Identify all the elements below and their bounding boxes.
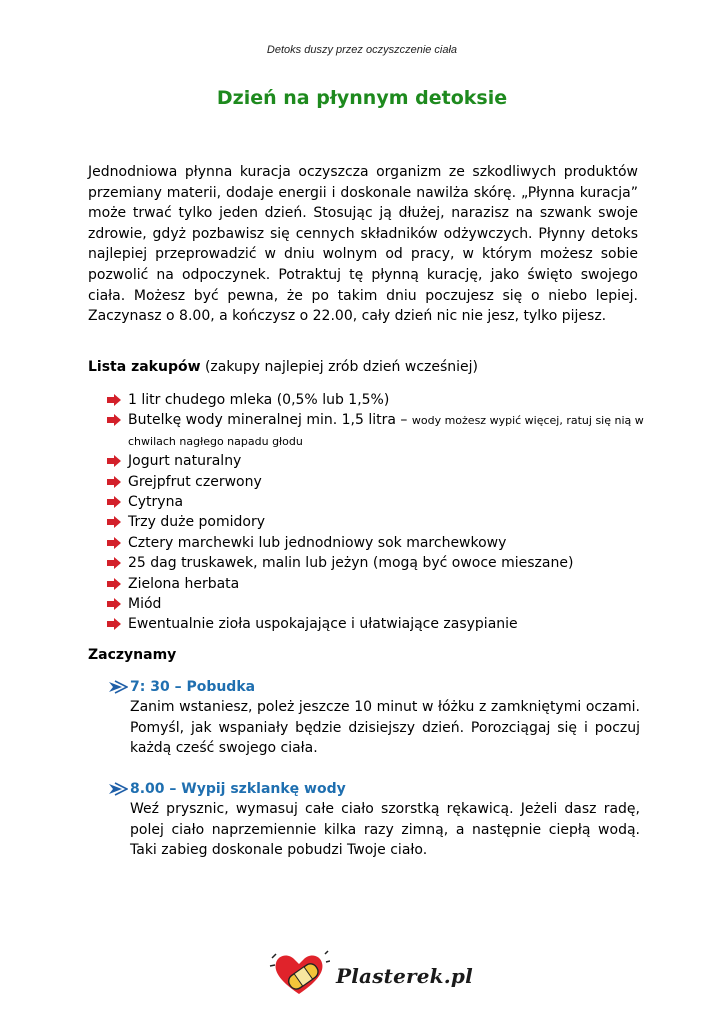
logo-text: Plasterek.pl [336, 964, 473, 988]
step-wakeup [108, 677, 640, 759]
list-item-text [128, 512, 646, 532]
list-item [106, 614, 646, 634]
shopping-list-heading [88, 359, 648, 375]
red-arrow-bullet-icon [106, 451, 128, 471]
blue-chevron-arrow-icon [108, 680, 130, 694]
list-item-text [128, 533, 646, 553]
step-title [108, 677, 640, 697]
step-body: Weź prysznic, wymasuj całe ciało szorstką rękawicą. Jeżeli dasz radę, polej ciało naprzemiennie kilka razy zimną, a następnie ciepłą wodą. Taki zabieg doskonale pobudzi Twoje ciało. [130, 801, 640, 859]
list-item-text [128, 410, 646, 451]
step-title-text: 7: 30 – Pobudka [130, 679, 256, 695]
list-item-note: wody możesz wypić więcej, ratuj się nią w chwilach nagłego napadu głodu [128, 414, 644, 448]
list-item-text [128, 614, 646, 634]
list-item-text [128, 451, 646, 471]
list-item [106, 472, 646, 492]
step-water [108, 779, 640, 861]
step-title-text: 8.00 – Wypij szklankę wody [130, 781, 346, 797]
list-item [106, 533, 646, 553]
list-item-label: 25 dag truskawek, malin lub jeżyn (mogą być owoce mieszane) [128, 555, 574, 572]
red-arrow-bullet-icon [106, 533, 128, 553]
list-item-text [128, 553, 646, 573]
running-header: Detoks duszy przez oczyszczenie ciała [266, 44, 458, 56]
list-item-label: Trzy duże pomidory [128, 514, 265, 531]
list-item-label: Cztery marchewki lub jednodniowy sok marchewkowy [128, 534, 507, 551]
list-item-label: 1 litr chudego mleka (0,5% lub 1,5%) [128, 392, 390, 408]
list-item-label: Grejpfrut czerwony [128, 473, 262, 490]
list-item-label: Zielona herbata [128, 575, 240, 592]
list-item-text [128, 492, 646, 512]
heart-plaster-logo-icon [268, 948, 330, 1004]
list-item [106, 410, 646, 451]
plasterek-logo [268, 948, 473, 1004]
red-arrow-bullet-icon [106, 614, 128, 634]
blue-chevron-arrow-icon [108, 782, 130, 796]
intro-paragraph: Jednodniowa płynna kuracja oczyszcza organizm ze szkodliwych produktów przemiany materii, dodaje energii i doskonale nawilża skórę. „Płynna kuracja” może trwać tylko jeden dzień. Stosując ją dłużej, narazisz na szwank swoje zdrowie, gdyż pozbawisz się cennych składników odżywczych. Płynny detoks najlepiej przeprowadzić w dniu wolnym od pracy, w którym możesz sobie pozwolić na odpoczynek. Potraktuj tę płynną kurację, jako święto swojego ciała. Możesz być pewna, że po takim dniu poczujesz się o niebo lepiej. Zaczynasz o 8.00, a kończysz o 22.00, cały dzień nic nie jesz, tylko pijesz. [88, 164, 638, 325]
red-arrow-bullet-icon [106, 472, 128, 492]
list-item-label: Jogurt naturalny [128, 453, 242, 470]
page-title: Dzień na płynnym detoksie [216, 87, 508, 109]
shopping-list-heading-note: (zakupy najlepiej zrób dzień wcześniej) [204, 359, 478, 375]
list-item [106, 451, 646, 471]
red-arrow-bullet-icon [106, 410, 128, 430]
shopping-list [106, 390, 646, 635]
list-item-label: Miód [128, 596, 162, 613]
list-item-text [128, 472, 646, 492]
list-item [106, 512, 646, 532]
list-item [106, 594, 646, 614]
list-item [106, 492, 646, 512]
list-item-label: Butelkę wody mineralnej min. 1,5 litra – [128, 412, 412, 429]
list-item [106, 553, 646, 573]
list-item-text [128, 574, 646, 594]
red-arrow-bullet-icon [106, 553, 128, 573]
list-item [106, 390, 646, 410]
list-item-label: Ewentualnie zioła uspokajające i ułatwiające zasypianie [128, 616, 518, 633]
start-heading: Zaczynamy [88, 647, 177, 663]
list-item-label: Cytryna [128, 494, 184, 511]
red-arrow-bullet-icon [106, 574, 128, 594]
red-arrow-bullet-icon [106, 492, 128, 512]
list-item-text [128, 390, 646, 410]
red-arrow-bullet-icon [106, 594, 128, 614]
red-arrow-bullet-icon [106, 512, 128, 532]
list-item [106, 574, 646, 594]
step-title [108, 779, 640, 799]
red-arrow-bullet-icon [106, 390, 128, 410]
step-body: Zanim wstaniesz, poleż jeszcze 10 minut w łóżku z zamkniętymi oczami. Pomyśl, jak wspaniały będzie dzisiejszy dzień. Porozciągaj się i poczuj każdą cześć swojego ciała. [130, 699, 640, 757]
list-item-text [128, 594, 646, 614]
shopping-list-heading-bold: Lista zakupów [88, 359, 201, 375]
